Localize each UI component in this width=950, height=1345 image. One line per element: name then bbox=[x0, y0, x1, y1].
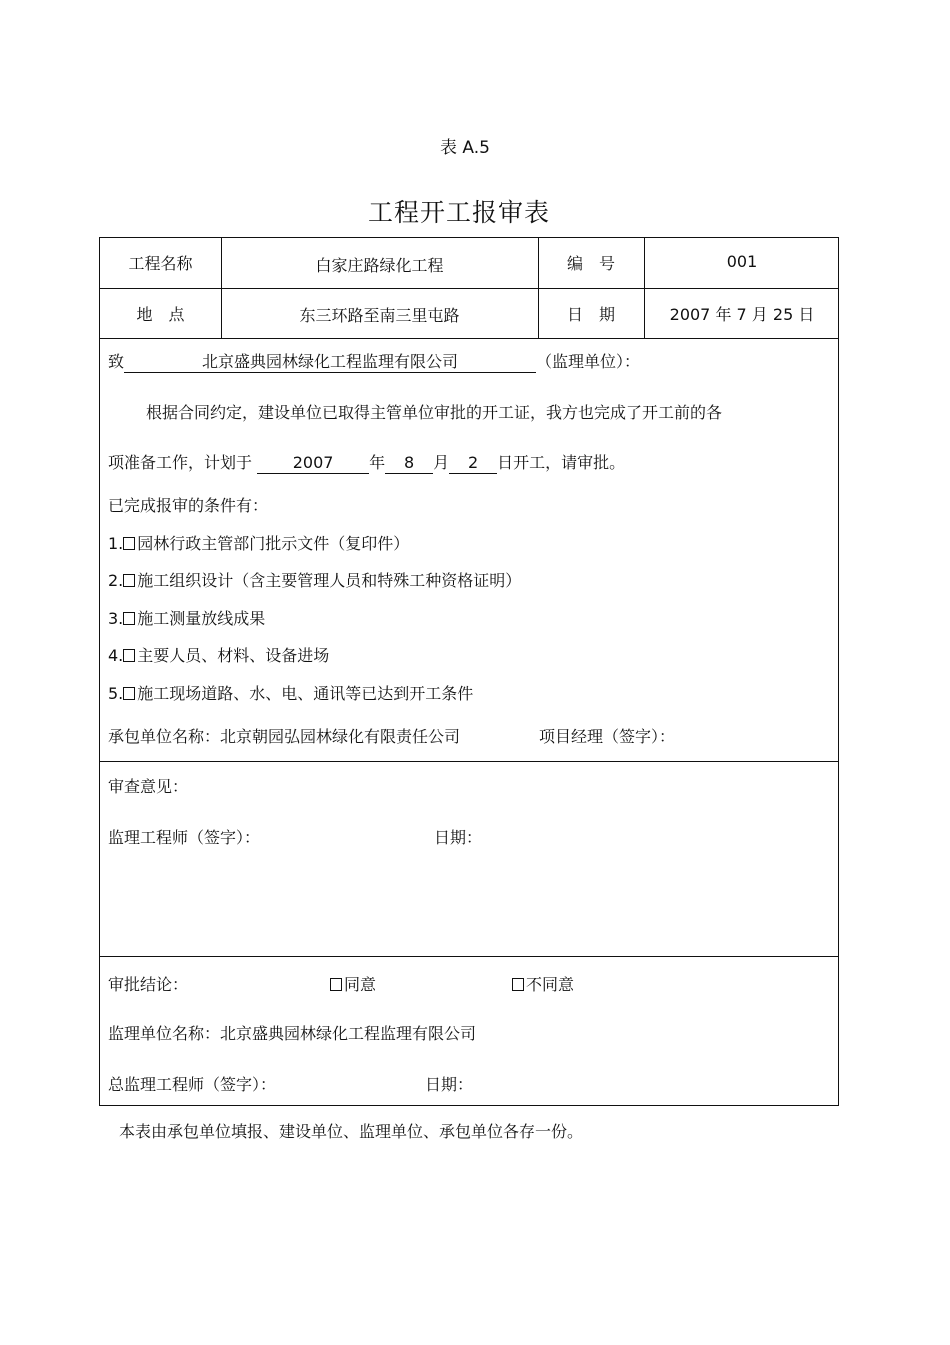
approval-form-table bbox=[99, 237, 839, 1106]
para2-suffix: 日开工，请审批。 bbox=[497, 453, 626, 472]
start-year: 2007 bbox=[257, 453, 369, 474]
number-label: 编 号 bbox=[566, 254, 615, 273]
condition-number: 2. bbox=[108, 571, 124, 590]
condition-item bbox=[108, 609, 265, 629]
review-heading: 审查意见： bbox=[108, 777, 189, 796]
checkbox[interactable] bbox=[123, 537, 135, 550]
request-paragraph-1: 根据合同约定，建设单位已取得主管单位审批的开工证，我方也完成了开工前的各 bbox=[146, 403, 723, 422]
para2-prefix: 项准备工作，计划于 bbox=[108, 453, 253, 472]
row-divider bbox=[100, 338, 838, 339]
condition-text: 施工现场道路、水、电、通讯等已达到开工条件 bbox=[137, 684, 474, 703]
disagree-option[interactable] bbox=[512, 975, 574, 995]
agree-option[interactable] bbox=[330, 975, 376, 995]
project-name-label: 工程名称 bbox=[128, 254, 193, 273]
supervisor-name: 北京盛典园林绿化工程监理有限公司 bbox=[124, 352, 536, 373]
checkbox[interactable] bbox=[123, 612, 135, 625]
condition-item bbox=[108, 534, 409, 554]
to-suffix: （监理单位）： bbox=[536, 352, 641, 371]
month-label: 月 bbox=[433, 453, 450, 472]
date-value: 2007 年 7 月 25 日 bbox=[669, 305, 815, 324]
contractor-name: 承包单位名称：北京朝园弘园林绿化有限责任公司 bbox=[108, 727, 461, 746]
conditions-heading: 已完成报审的条件有： bbox=[108, 496, 269, 515]
form-number: 表 A.5 bbox=[440, 138, 490, 158]
project-manager-signature-label: 项目经理（签字）： bbox=[539, 727, 676, 746]
condition-number: 3. bbox=[108, 609, 124, 628]
condition-number: 5. bbox=[108, 684, 124, 703]
start-month: 8 bbox=[385, 453, 433, 474]
condition-number: 4. bbox=[108, 646, 124, 665]
condition-text: 主要人员、材料、设备进场 bbox=[137, 646, 330, 665]
project-name-value: 白家庄路绿化工程 bbox=[315, 256, 444, 275]
number-value: 001 bbox=[726, 252, 758, 271]
condition-text: 园林行政主管部门批示文件（复印件） bbox=[137, 534, 410, 553]
request-paragraph-2 bbox=[108, 453, 625, 474]
condition-text: 施工测量放线成果 bbox=[137, 609, 266, 628]
checkbox[interactable] bbox=[123, 649, 135, 662]
condition-item bbox=[108, 646, 329, 666]
start-day: 2 bbox=[449, 453, 497, 474]
agree-label: 同意 bbox=[344, 975, 377, 994]
page-title: 工程开工报审表 bbox=[367, 198, 550, 227]
footnote: 本表由承包单位填报、建设单位、监理单位、承包单位各存一份。 bbox=[119, 1122, 584, 1141]
location-value: 东三环路至南三里屯路 bbox=[299, 306, 460, 325]
to-prefix: 致 bbox=[108, 352, 125, 371]
agree-checkbox[interactable] bbox=[330, 978, 342, 991]
section-divider bbox=[100, 761, 838, 762]
disagree-checkbox[interactable] bbox=[512, 978, 524, 991]
year-label: 年 bbox=[369, 453, 386, 472]
checkbox[interactable] bbox=[123, 687, 135, 700]
disagree-label: 不同意 bbox=[526, 975, 575, 994]
condition-item bbox=[108, 571, 521, 591]
approval-date-label: 日期： bbox=[425, 1075, 474, 1094]
condition-text: 施工组织设计（含主要管理人员和特殊工种资格证明） bbox=[137, 571, 522, 590]
location-label: 地 点 bbox=[136, 305, 185, 324]
addressee-line bbox=[108, 352, 640, 373]
engineer-signature-label: 监理工程师（签字）： bbox=[108, 828, 261, 847]
supervisor-unit-name: 监理单位名称：北京盛典园林绿化工程监理有限公司 bbox=[108, 1024, 477, 1043]
condition-item bbox=[108, 684, 473, 704]
condition-number: 1. bbox=[108, 534, 124, 553]
conclusion-label: 审批结论： bbox=[108, 975, 189, 994]
section-divider bbox=[100, 956, 838, 957]
chief-engineer-signature-label: 总监理工程师（签字）： bbox=[108, 1075, 277, 1094]
review-date-label: 日期： bbox=[434, 828, 483, 847]
checkbox[interactable] bbox=[123, 574, 135, 587]
row-divider bbox=[100, 288, 838, 289]
date-label: 日 期 bbox=[566, 305, 615, 324]
